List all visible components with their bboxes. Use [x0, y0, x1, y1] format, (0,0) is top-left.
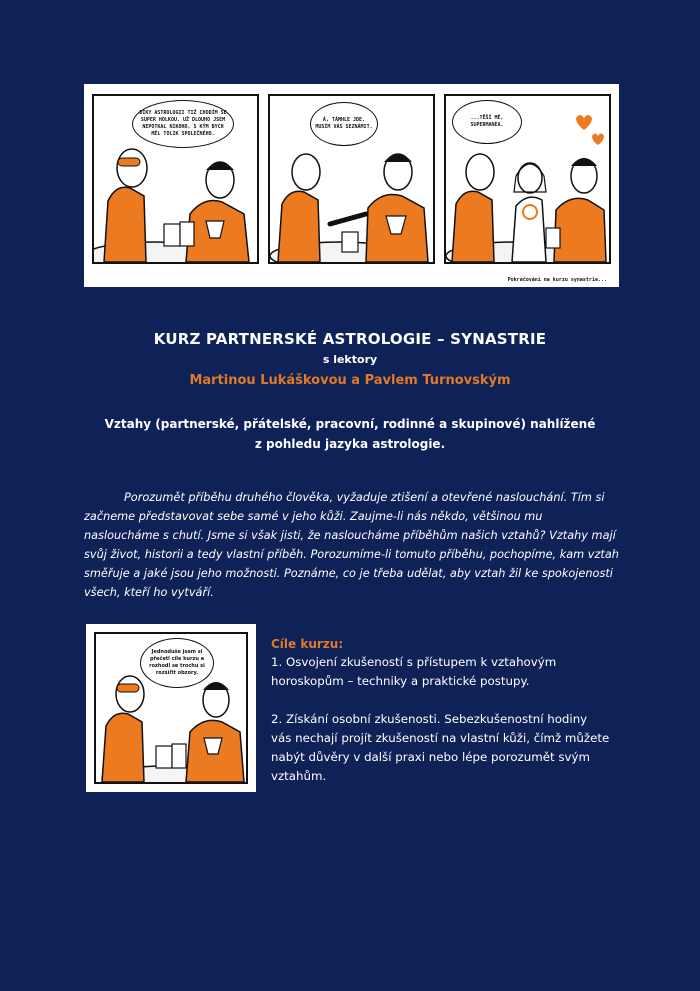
speech-bubble: ...TĚŠÍ MĚ, SUPERMANEA.: [452, 100, 522, 144]
goals-heading: Cíle kurzu:: [271, 637, 344, 651]
comic-panel-2: [268, 94, 435, 264]
comic-single-frame: [94, 632, 248, 784]
lecturers-names: Martinou Lukáškovou a Pavlem Turnovským: [189, 373, 511, 388]
comic-panel-3: [444, 94, 611, 264]
speech-bubble: Á, TÁMHLE JDE. MUSÍM VÁS SEZNÁMIT.: [310, 102, 378, 146]
comic-caption: Pokračování na kurzu synastrie...: [507, 277, 607, 283]
page-subtitle: s lektory: [322, 353, 378, 366]
speech-bubble: DÍKY ASTROLOGII TIŽ CHODÍM SE SUPER HOLKOU. UŽ DLOUHO JSEM NEPOTKAL NIKOHO, S KÝM BYCH MĚL TOLIK SPOLEČNÉHO.: [132, 100, 234, 148]
intro-paragraph: [84, 488, 619, 602]
goal-item: 1. Osvojení zkušeností s přístupem k vztahovým horoskopům – techniky a praktické postupy.: [271, 655, 557, 688]
page-title: KURZ PARTNERSKÉ ASTROLOGIE – SYNASTRIE: [153, 330, 547, 348]
comic-strip: [84, 84, 619, 287]
speech-bubble: Jednoduše jsem si přečetl cíle kurzu a rozhodl se trochu si rozšířit obzory.: [140, 638, 214, 688]
course-topic: [0, 414, 700, 454]
course-topic-line-2: z pohledu jazyka astrologie.: [254, 437, 446, 451]
intro-text: Porozumět příběhu druhého člověka, vyžaduje ztišení a otevřené naslouchání. Tím si začneme představovat sebe samé v jeho kůži. Zaujme-li nás někdo, většinou mu nasloucháme s chutí. Jsme si však jisti, že nasloucháme příběhům našich vztahů? Vztahy mají svůj život, historii a tedy vlastní příběh. Porozumíme-li tomuto příběhu, pochopíme, kam vztah směřuje a jaké jsou jeho možnosti. Poznáme, co je třeba udělat, aby vztah žil ke spokojenosti všech, kteří ho vytváří.: [84, 491, 619, 599]
goal-item: 2. Získání osobní zkušenosti. Sebezkušenostní hodiny vás nechají projít zkušeností na vlastní kůži, čímž můžete nabýt důvěry v další praxi nebo lépe porozumět svým vztahům.: [271, 712, 610, 783]
course-goals: [271, 637, 611, 786]
course-topic-line-1: Vztahy (partnerské, přátelské, pracovní, rodinné a skupinové) nahlížené: [104, 417, 596, 431]
comic-single-panel: [86, 624, 256, 792]
comic-panel-1: [92, 94, 259, 264]
